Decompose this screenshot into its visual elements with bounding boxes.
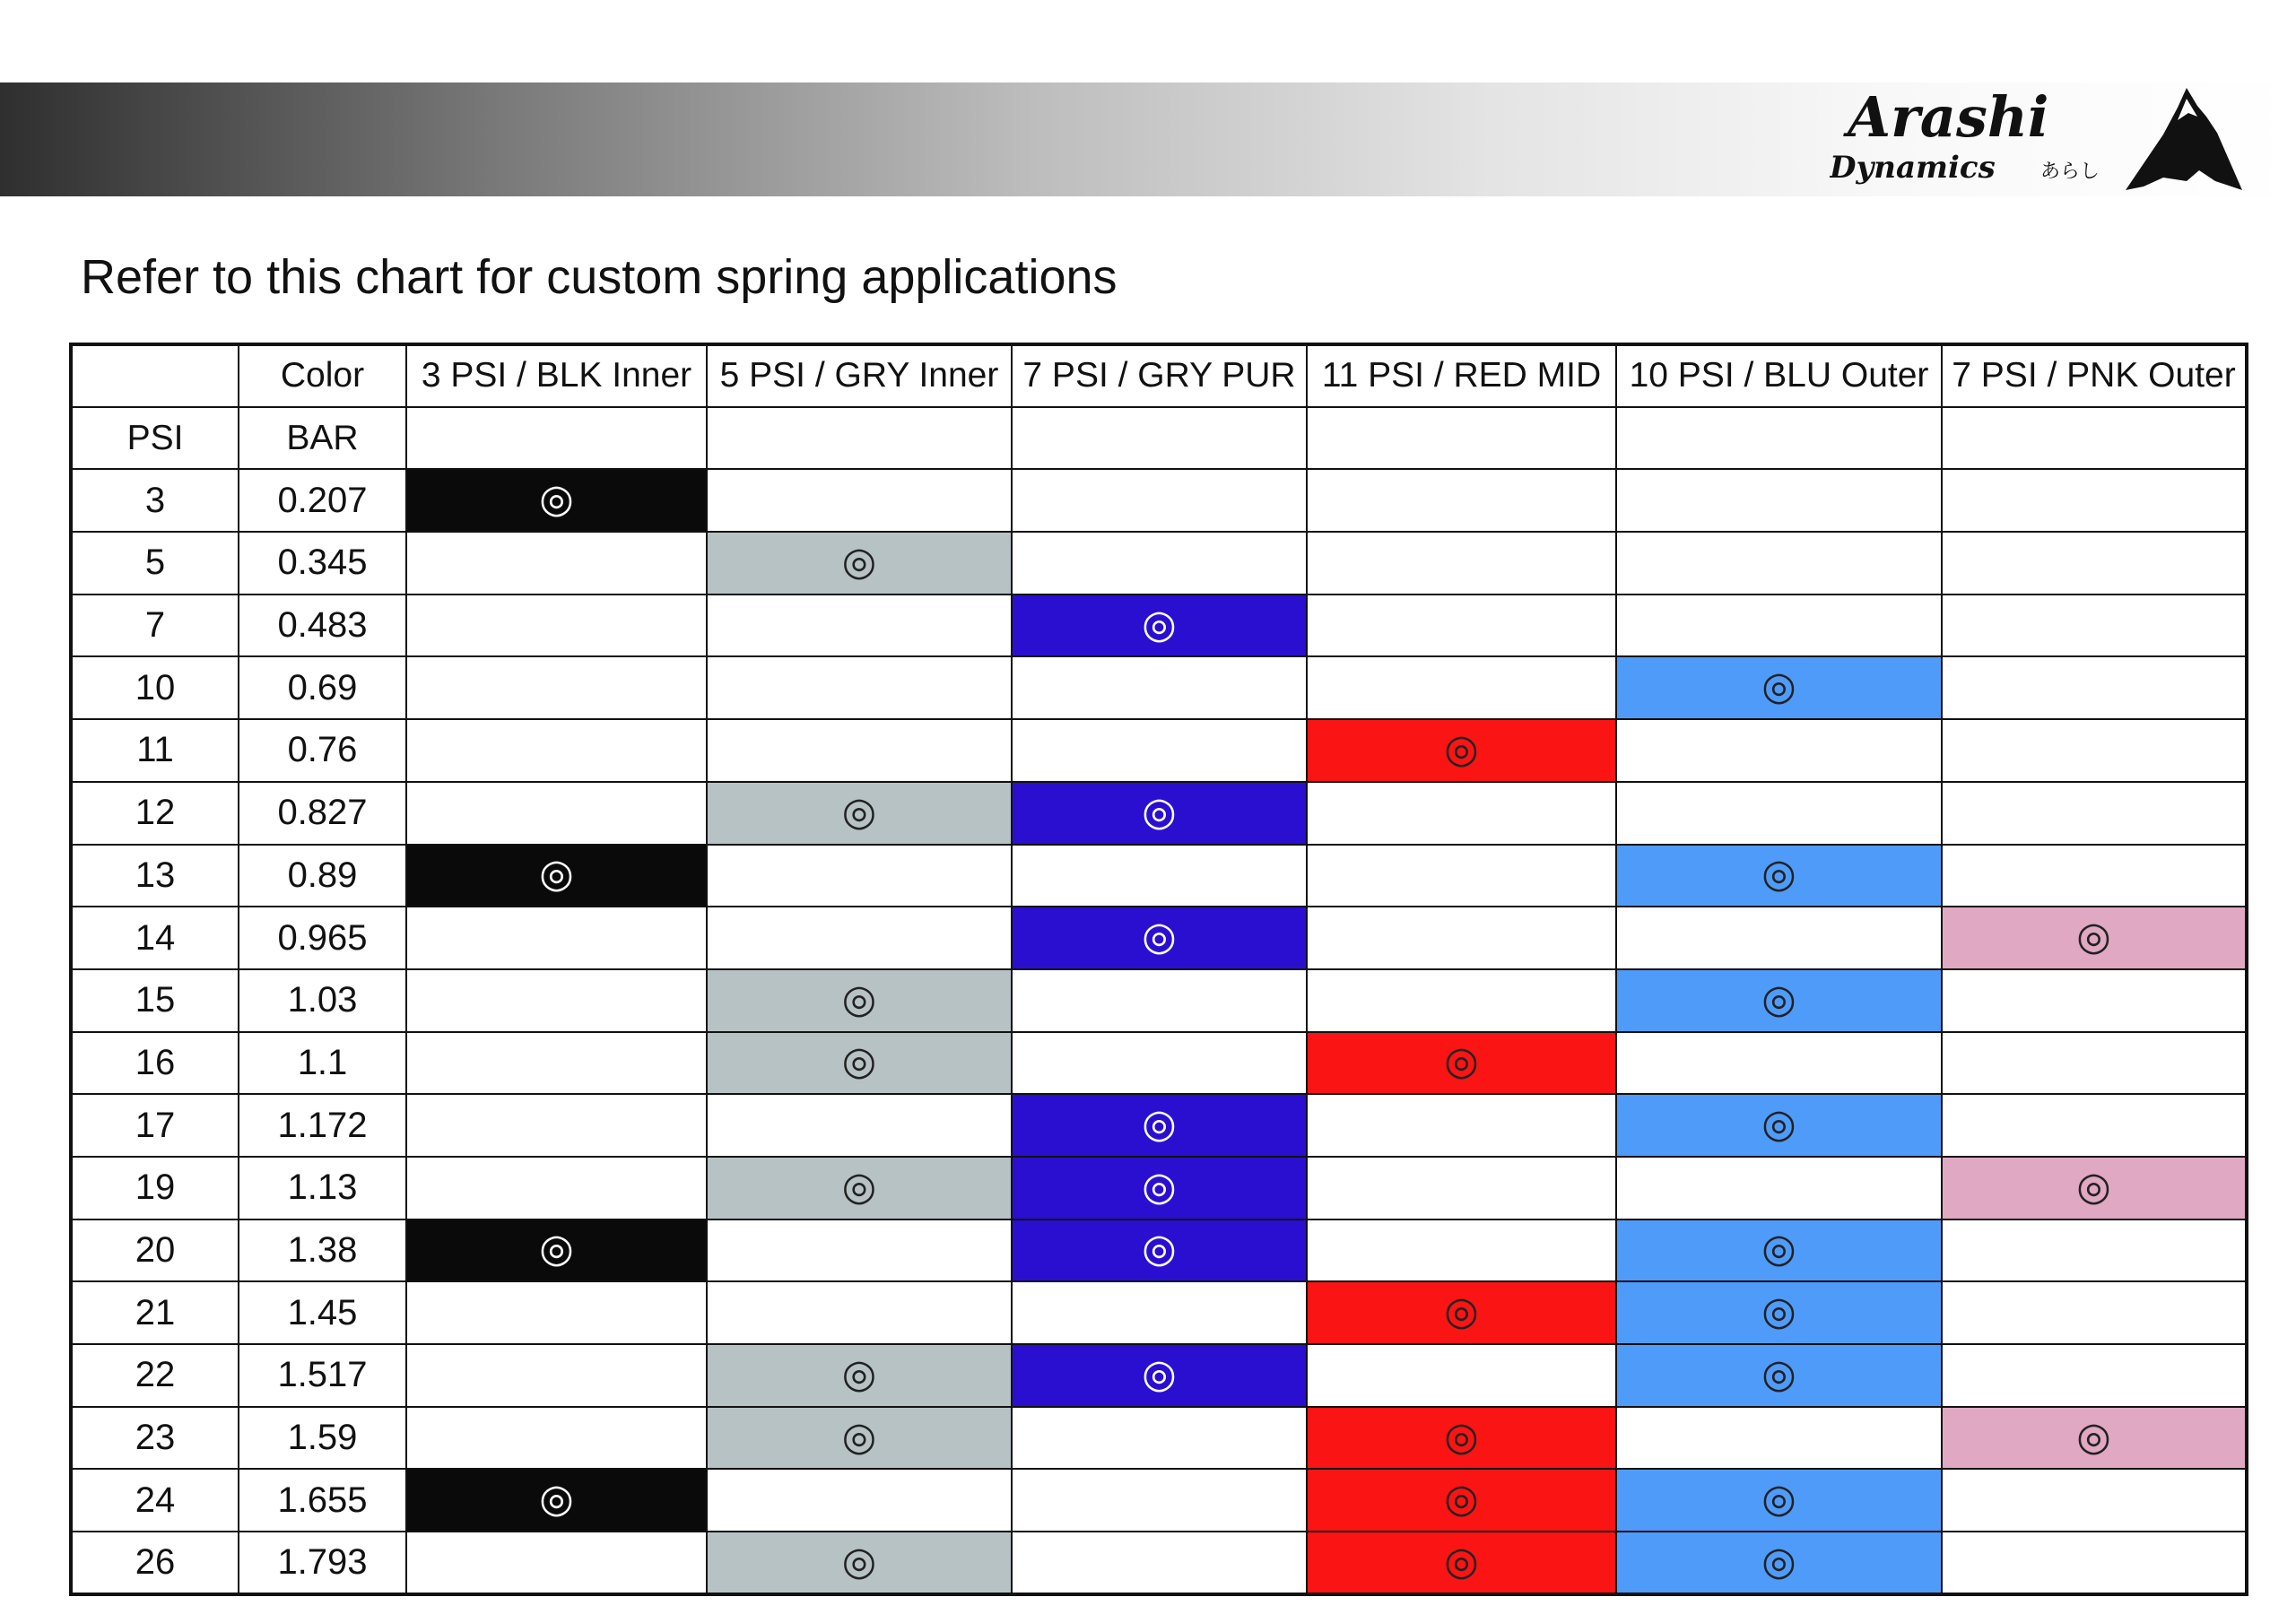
- logo-sub-text: Dynamics: [1830, 150, 1996, 186]
- spring-marked-cell: [1012, 595, 1307, 657]
- spring-marked-cell: [1616, 845, 1942, 907]
- bar-cell: 0.69: [239, 656, 406, 719]
- spring-marked-cell: [1012, 907, 1307, 969]
- psi-cell: 5: [71, 532, 239, 595]
- double-circle-icon: ◎: [841, 976, 877, 1021]
- column-header-1: 3 PSI / BLK Inner: [406, 344, 707, 407]
- spring-empty-cell: [1616, 907, 1942, 969]
- spring-marked-cell: [1307, 1532, 1616, 1594]
- column-header-5: 10 PSI / BLU Outer: [1616, 344, 1942, 407]
- psi-cell: 11: [71, 719, 239, 782]
- arashi-dynamics-logo: [1830, 81, 2242, 202]
- bar-cell: 1.655: [239, 1469, 406, 1532]
- psi-cell: 22: [71, 1344, 239, 1407]
- spring-marked-cell: [1012, 782, 1307, 845]
- double-circle-icon: ◎: [2076, 1164, 2111, 1209]
- spring-marked-cell: [1307, 1032, 1616, 1095]
- spring-empty-cell: [1616, 1157, 1942, 1219]
- header-corner-cell: [71, 344, 239, 407]
- spring-empty-cell: [707, 719, 1012, 782]
- table-row: [71, 656, 2247, 719]
- spring-empty-cell: [1307, 1157, 1616, 1219]
- spring-empty-cell: [1307, 469, 1616, 532]
- double-circle-icon: ◎: [1444, 1289, 1479, 1334]
- spring-empty-cell: [1942, 1219, 2247, 1282]
- spring-empty-cell: [406, 1281, 707, 1344]
- spring-empty-cell: [1307, 907, 1616, 969]
- spring-empty-cell: [1307, 1094, 1616, 1157]
- spring-empty-cell: [1942, 1532, 2247, 1594]
- bar-cell: 1.59: [239, 1407, 406, 1470]
- table-row: [71, 1281, 2247, 1344]
- spring-marked-cell: [1616, 1094, 1942, 1157]
- spring-empty-cell: [406, 1407, 707, 1470]
- table-row: [71, 532, 2247, 595]
- psi-cell: 26: [71, 1532, 239, 1594]
- bar-cell: 1.1: [239, 1032, 406, 1095]
- double-circle-icon: ◎: [1142, 1351, 1177, 1396]
- double-circle-icon: ◎: [539, 1227, 574, 1271]
- column-header-4: 11 PSI / RED MID: [1307, 344, 1616, 407]
- spring-empty-cell: [707, 1094, 1012, 1157]
- spring-marked-cell: [707, 1532, 1012, 1594]
- table-row: [71, 1157, 2247, 1219]
- psi-cell: 21: [71, 1281, 239, 1344]
- spring-empty-cell: [406, 656, 707, 719]
- double-circle-icon: ◎: [841, 1539, 877, 1584]
- spring-empty-cell: [406, 1344, 707, 1407]
- spring-empty-cell: [1942, 532, 2247, 595]
- bar-cell: 1.38: [239, 1219, 406, 1282]
- double-circle-icon: ◎: [2076, 915, 2111, 959]
- spring-empty-cell: [1942, 469, 2247, 532]
- header-blank-cell: [1012, 407, 1307, 470]
- spring-empty-cell: [707, 845, 1012, 907]
- header-psi-cell: PSI: [71, 407, 239, 470]
- psi-cell: 12: [71, 782, 239, 845]
- spring-empty-cell: [1012, 469, 1307, 532]
- spring-empty-cell: [1307, 1219, 1616, 1282]
- psi-cell: 23: [71, 1407, 239, 1470]
- spring-marked-cell: [1616, 969, 1942, 1032]
- spring-empty-cell: [1307, 656, 1616, 719]
- mountain-emblem-icon: [2126, 88, 2242, 190]
- spring-empty-cell: [1012, 1407, 1307, 1470]
- spring-marked-cell: [1616, 1281, 1942, 1344]
- psi-cell: 3: [71, 469, 239, 532]
- psi-cell: 16: [71, 1032, 239, 1095]
- header-bar-cell: BAR: [239, 407, 406, 470]
- spring-empty-cell: [1942, 845, 2247, 907]
- double-circle-icon: ◎: [1444, 726, 1479, 771]
- spring-marked-cell: [406, 845, 707, 907]
- spring-empty-cell: [1012, 969, 1307, 1032]
- double-circle-icon: ◎: [1444, 1039, 1479, 1084]
- double-circle-icon: ◎: [1761, 976, 1796, 1021]
- psi-cell: 20: [71, 1219, 239, 1282]
- spring-empty-cell: [1307, 532, 1616, 595]
- spring-empty-cell: [1307, 782, 1616, 845]
- double-circle-icon: ◎: [841, 539, 877, 584]
- header-color-cell: Color: [239, 344, 406, 407]
- spring-empty-cell: [1012, 1032, 1307, 1095]
- spring-marked-cell: [707, 1032, 1012, 1095]
- page-title: Refer to this chart for custom spring applications: [81, 250, 1118, 304]
- spring-empty-cell: [1307, 1344, 1616, 1407]
- double-circle-icon: ◎: [2076, 1414, 2111, 1459]
- spring-empty-cell: [406, 1157, 707, 1219]
- bar-cell: 0.965: [239, 907, 406, 969]
- table-row: [71, 595, 2247, 657]
- header-blank-cell: [406, 407, 707, 470]
- table-row: [71, 1407, 2247, 1470]
- spring-empty-cell: [406, 1094, 707, 1157]
- double-circle-icon: ◎: [1761, 1351, 1796, 1396]
- spring-marked-cell: [1307, 1281, 1616, 1344]
- bar-cell: 0.207: [239, 469, 406, 532]
- spring-marked-cell: [707, 969, 1012, 1032]
- double-circle-icon: ◎: [539, 1477, 574, 1522]
- spring-marked-cell: [1012, 1344, 1307, 1407]
- spring-empty-cell: [1942, 595, 2247, 657]
- spring-empty-cell: [1012, 656, 1307, 719]
- table-row: [71, 907, 2247, 969]
- spring-marked-cell: [1942, 1407, 2247, 1470]
- header-blank-cell: [1307, 407, 1616, 470]
- double-circle-icon: ◎: [841, 789, 877, 834]
- spring-empty-cell: [1012, 532, 1307, 595]
- spring-empty-cell: [707, 595, 1012, 657]
- spring-empty-cell: [707, 1469, 1012, 1532]
- spring-empty-cell: [406, 1532, 707, 1594]
- spring-marked-cell: [1616, 1344, 1942, 1407]
- spring-empty-cell: [406, 1032, 707, 1095]
- spring-empty-cell: [1942, 1469, 2247, 1532]
- spring-empty-cell: [1012, 1469, 1307, 1532]
- double-circle-icon: ◎: [1444, 1477, 1479, 1522]
- spring-marked-cell: [406, 469, 707, 532]
- spring-empty-cell: [1942, 782, 2247, 845]
- spring-marked-cell: [1942, 907, 2247, 969]
- spring-marked-cell: [1012, 1157, 1307, 1219]
- chart-body: [71, 344, 2247, 1594]
- spring-empty-cell: [1012, 845, 1307, 907]
- spring-empty-cell: [1616, 1407, 1942, 1470]
- double-circle-icon: ◎: [1761, 852, 1796, 897]
- double-circle-icon: ◎: [841, 1039, 877, 1084]
- double-circle-icon: ◎: [1142, 789, 1177, 834]
- spring-marked-cell: [1616, 656, 1942, 719]
- bar-cell: 0.827: [239, 782, 406, 845]
- double-circle-icon: ◎: [1761, 1539, 1796, 1584]
- table-row: [71, 782, 2247, 845]
- header-blank-cell: [1942, 407, 2247, 470]
- table-row: [71, 969, 2247, 1032]
- psi-cell: 24: [71, 1469, 239, 1532]
- bar-cell: 1.793: [239, 1532, 406, 1594]
- psi-cell: 15: [71, 969, 239, 1032]
- bar-cell: 1.03: [239, 969, 406, 1032]
- spring-chart-table: [69, 343, 2248, 1596]
- spring-empty-cell: [707, 1219, 1012, 1282]
- spring-empty-cell: [1942, 1032, 2247, 1095]
- spring-empty-cell: [1307, 845, 1616, 907]
- spring-empty-cell: [1012, 1281, 1307, 1344]
- spring-empty-cell: [1616, 719, 1942, 782]
- spring-empty-cell: [1616, 1032, 1942, 1095]
- spring-empty-cell: [1942, 1094, 2247, 1157]
- spring-empty-cell: [1616, 782, 1942, 845]
- table-row: [71, 1032, 2247, 1095]
- spring-empty-cell: [1942, 969, 2247, 1032]
- table-row: [71, 1094, 2247, 1157]
- column-header-6: 7 PSI / PNK Outer: [1942, 344, 2247, 407]
- header-row-color: [71, 344, 2247, 407]
- spring-marked-cell: [406, 1469, 707, 1532]
- double-circle-icon: ◎: [1761, 1289, 1796, 1334]
- psi-cell: 10: [71, 656, 239, 719]
- logo-kana-text: あらし: [2040, 161, 2100, 183]
- bar-cell: 0.483: [239, 595, 406, 657]
- table-row: [71, 1532, 2247, 1594]
- column-header-3: 7 PSI / GRY PUR: [1012, 344, 1307, 407]
- spring-empty-cell: [707, 656, 1012, 719]
- header-blank-cell: [1616, 407, 1942, 470]
- table-row: [71, 719, 2247, 782]
- spring-marked-cell: [1012, 1219, 1307, 1282]
- spring-empty-cell: [406, 782, 707, 845]
- bar-cell: 1.517: [239, 1344, 406, 1407]
- bar-cell: 1.172: [239, 1094, 406, 1157]
- spring-empty-cell: [1012, 1532, 1307, 1594]
- spring-marked-cell: [1616, 1469, 1942, 1532]
- double-circle-icon: ◎: [1142, 1102, 1177, 1147]
- table-row: [71, 1219, 2247, 1282]
- double-circle-icon: ◎: [841, 1351, 877, 1396]
- spring-empty-cell: [707, 907, 1012, 969]
- double-circle-icon: ◎: [1761, 1227, 1796, 1271]
- spring-empty-cell: [1942, 1344, 2247, 1407]
- double-circle-icon: ◎: [841, 1164, 877, 1209]
- column-header-2: 5 PSI / GRY Inner: [707, 344, 1012, 407]
- spring-marked-cell: [1616, 1532, 1942, 1594]
- double-circle-icon: ◎: [841, 1414, 877, 1459]
- spring-marked-cell: [1942, 1157, 2247, 1219]
- table-row: [71, 469, 2247, 532]
- spring-empty-cell: [1012, 719, 1307, 782]
- table-row: [71, 845, 2247, 907]
- spring-empty-cell: [1942, 719, 2247, 782]
- header-blank-cell: [707, 407, 1012, 470]
- spring-marked-cell: [1012, 1094, 1307, 1157]
- spring-empty-cell: [406, 719, 707, 782]
- psi-cell: 13: [71, 845, 239, 907]
- double-circle-icon: ◎: [1761, 664, 1796, 709]
- spring-empty-cell: [406, 969, 707, 1032]
- psi-cell: 17: [71, 1094, 239, 1157]
- spring-empty-cell: [406, 532, 707, 595]
- double-circle-icon: ◎: [539, 852, 574, 897]
- spring-empty-cell: [1307, 969, 1616, 1032]
- spring-marked-cell: [707, 532, 1012, 595]
- spring-marked-cell: [406, 1219, 707, 1282]
- bar-cell: 0.89: [239, 845, 406, 907]
- logo-graphic: [1830, 81, 2242, 202]
- double-circle-icon: ◎: [1142, 915, 1177, 959]
- double-circle-icon: ◎: [539, 477, 574, 522]
- spring-empty-cell: [1616, 595, 1942, 657]
- bar-cell: 1.45: [239, 1281, 406, 1344]
- psi-cell: 14: [71, 907, 239, 969]
- spring-empty-cell: [1942, 656, 2247, 719]
- spring-marked-cell: [707, 1407, 1012, 1470]
- spring-empty-cell: [1942, 1281, 2247, 1344]
- double-circle-icon: ◎: [1761, 1477, 1796, 1522]
- spring-empty-cell: [1616, 469, 1942, 532]
- bar-cell: 0.345: [239, 532, 406, 595]
- spring-marked-cell: [1307, 1407, 1616, 1470]
- double-circle-icon: ◎: [1142, 1227, 1177, 1271]
- psi-cell: 7: [71, 595, 239, 657]
- psi-cell: 19: [71, 1157, 239, 1219]
- bar-cell: 0.76: [239, 719, 406, 782]
- double-circle-icon: ◎: [1142, 602, 1177, 647]
- table-row: [71, 1469, 2247, 1532]
- spring-marked-cell: [1616, 1219, 1942, 1282]
- spring-marked-cell: [1307, 1469, 1616, 1532]
- double-circle-icon: ◎: [1761, 1102, 1796, 1147]
- spring-marked-cell: [707, 1344, 1012, 1407]
- double-circle-icon: ◎: [1444, 1539, 1479, 1584]
- double-circle-icon: ◎: [1142, 1164, 1177, 1209]
- spring-marked-cell: [1307, 719, 1616, 782]
- double-circle-icon: ◎: [1444, 1414, 1479, 1459]
- bar-cell: 1.13: [239, 1157, 406, 1219]
- header-row-units: [71, 407, 2247, 470]
- spring-empty-cell: [406, 907, 707, 969]
- spring-empty-cell: [1616, 532, 1942, 595]
- spring-marked-cell: [707, 782, 1012, 845]
- spring-marked-cell: [707, 1157, 1012, 1219]
- spring-empty-cell: [707, 469, 1012, 532]
- spring-empty-cell: [1307, 595, 1616, 657]
- spring-empty-cell: [707, 1281, 1012, 1344]
- table-row: [71, 1344, 2247, 1407]
- spring-empty-cell: [406, 595, 707, 657]
- logo-brand-text: Arashi: [1848, 84, 2049, 150]
